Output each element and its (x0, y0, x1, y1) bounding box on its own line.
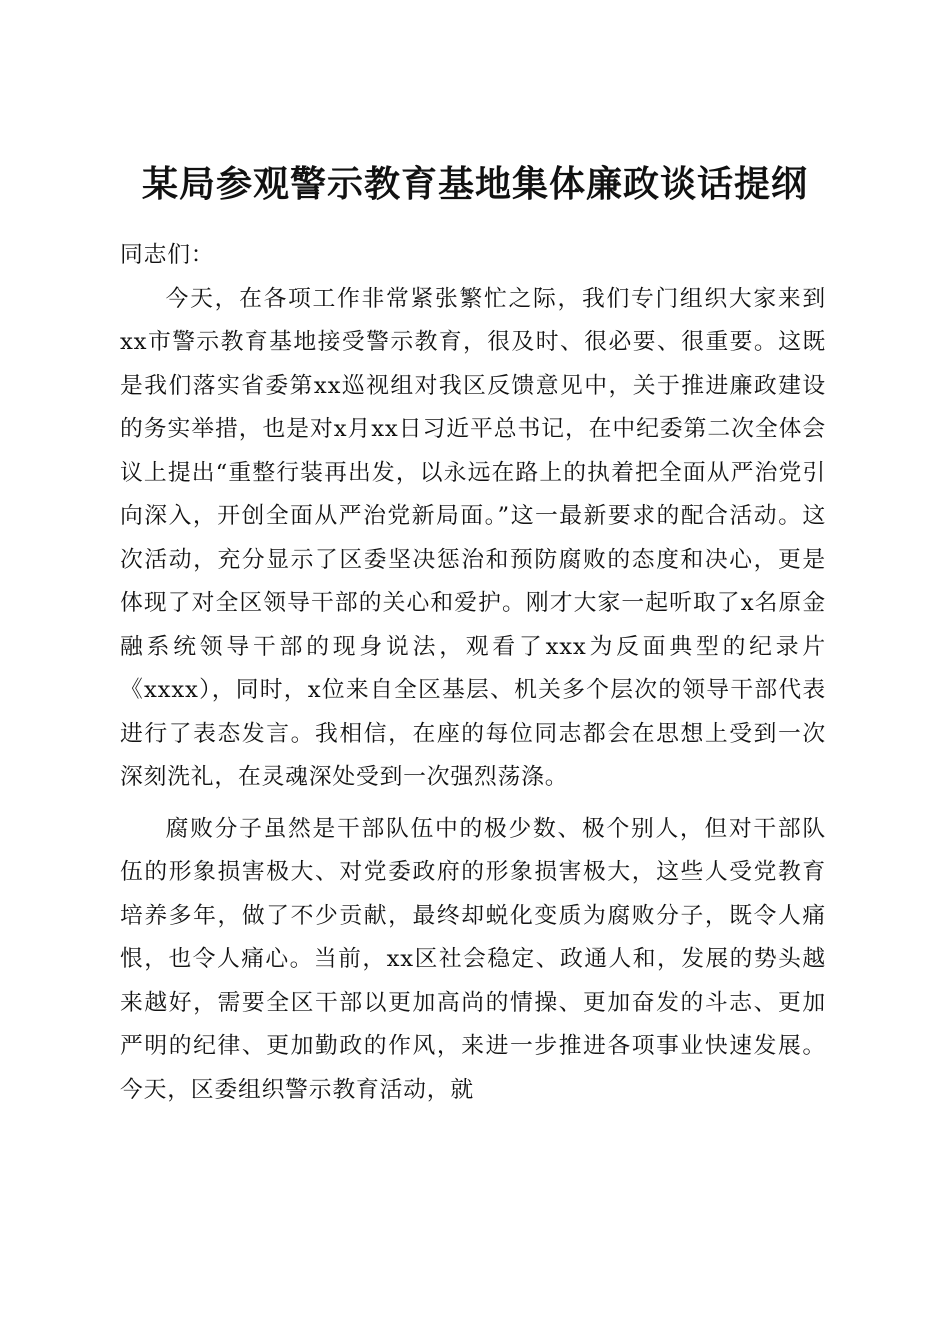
salutation: 同志们： (120, 242, 215, 268)
paragraph-1: 今天，在各项工作非常紧张繁忙之际，我们专门组织大家来到xx市警示教育基地接受警示教育，很及时、很必要、很重要。这既是我们落实省委第xx巡视组对我区反馈意见中，关于推进廉政建设的务实举措，也是对x月xx日习近平总书记，在中纪委第二次全体会议上提出“重整行装再出发，以永远在路上的执着把全面从严治党引向深入，开创全面从严治党新局面。”这一最新要求的配合活动。这次活动，充分显示了区委坚决惩治和预防腐败的态度和决心，更是体现了对全区领导干部的关心和爱护。刚才大家一起听取了x名原金融系统领导干部的现身说法，观看了xxx为反面典型的纪录片《xxxx），同时，x位来自全区基层、机关多个层次的领导干部代表进行了表态发言。我相信，在座的每位同志都会在思想上受到一次深刻洗礼，在灵魂深处受到一次强烈荡涤。 (120, 285, 826, 790)
document-title: 某局参观警示教育基地集体廉政谈话提纲 (141, 163, 808, 206)
paragraph-2: 腐败分子虽然是干部队伍中的极少数、极个别人，但对干部队伍的形象损害极大、对党委政府的形象损害极大，这些人受党教育培养多年，做了不少贡献，最终却蜕化变质为腐败分子，既令人痛恨，也令人痛心。当前，xx区社会稳定、政通人和，发展的势头越来越好，需要全区干部以更加高尚的情操、更加奋发的斗志、更加严明的纪律、更加勤政的作风，来进一步推进各项事业快速发展。今天，区委组织警示教育活动，就 (120, 815, 826, 1103)
document-body (120, 234, 826, 1112)
